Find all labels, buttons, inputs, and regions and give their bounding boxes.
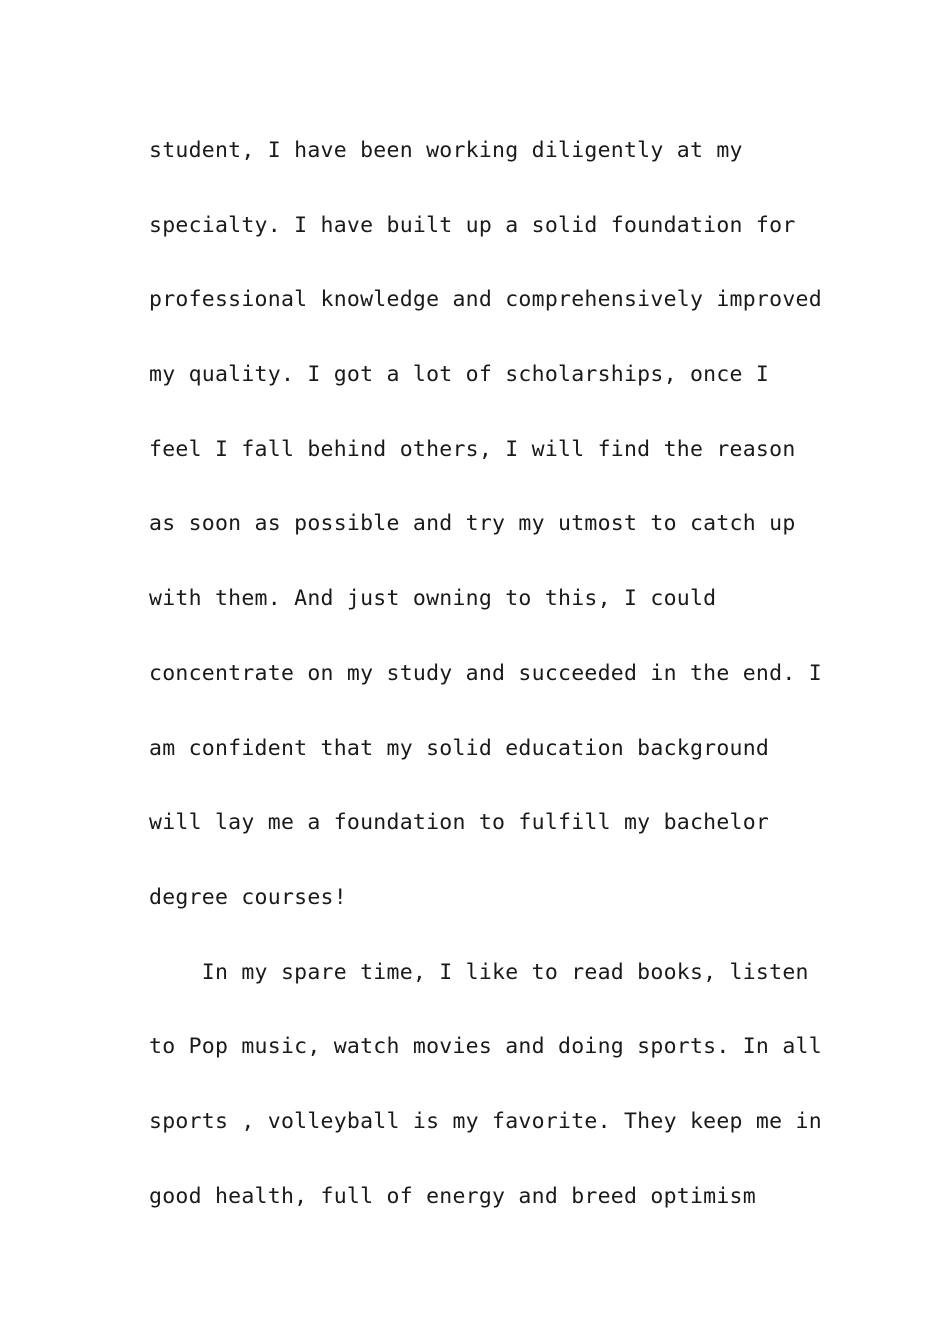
text-line: feel I fall behind others, I will find the reason	[149, 436, 796, 462]
text-line: am confident that my solid education background	[149, 735, 770, 761]
text-line: with them. And just owning to this, I could	[149, 586, 717, 612]
text-line: as soon as possible and try my utmost to catch up	[149, 511, 796, 537]
text-line: professional knowledge and comprehensively improved	[149, 287, 822, 313]
text-line: good health, full of energy and breed optimism	[149, 1183, 756, 1209]
text-line: sports , volleyball is my favorite. They keep me in	[149, 1108, 822, 1134]
body-text	[149, 114, 829, 1234]
text-line: student, I have been working diligently at my	[149, 138, 743, 163]
text-line: to Pop music, watch movies and doing sports. In all	[149, 1034, 822, 1060]
text-line: my quality. I got a lot of scholarships, once I	[149, 362, 770, 388]
text-line: will lay me a foundation to fulfill my bachelor	[149, 810, 770, 836]
text-line: In my spare time, I like to read books, listen	[149, 959, 809, 985]
text-line: concentrate on my study and succeeded in the end. I	[149, 660, 822, 686]
text-line: specialty. I have built up a solid foundation for	[149, 212, 796, 238]
text-line: degree courses!	[149, 884, 347, 910]
